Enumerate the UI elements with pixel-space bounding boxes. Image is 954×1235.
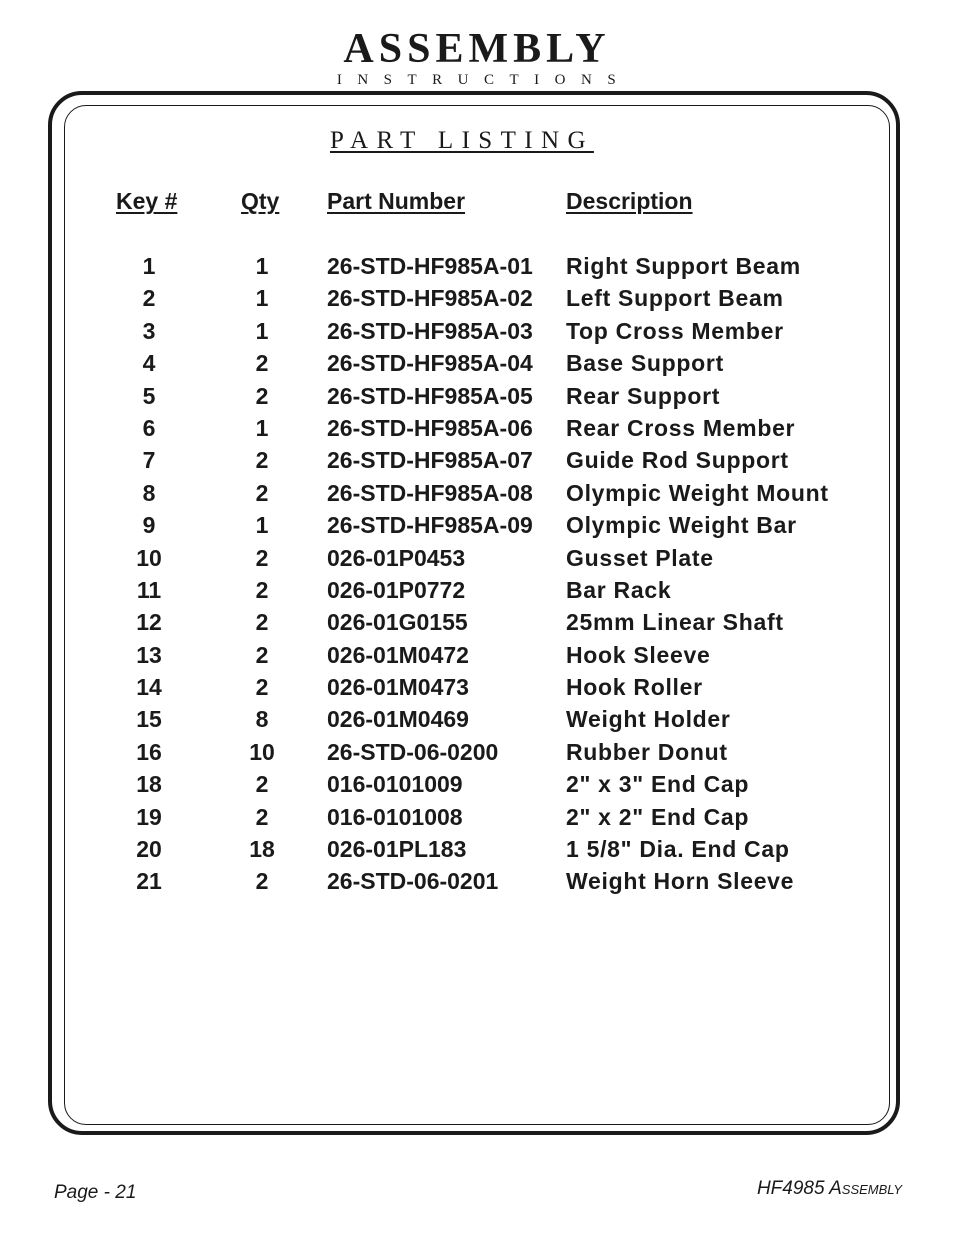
cell-part-number: 026-01M0472 [327,641,469,668]
cell-part-number: 26-STD-06-0200 [327,738,499,765]
cell-key: 14 [136,674,162,701]
cell-qty: 2 [255,641,269,668]
column-header-part-number: Part Number [327,188,466,214]
cell-key: 9 [142,512,156,539]
table-row [0,736,954,768]
cell-qty: 1 [255,285,269,312]
cell-part-number: 026-01P0453 [327,544,466,571]
cell-description: Rear Cross Member [566,414,796,441]
cell-key: 2 [142,285,156,312]
table-row [0,282,954,314]
cell-qty: 2 [255,479,269,506]
document-header [0,28,954,88]
cell-qty: 2 [255,868,269,895]
table-row [0,477,954,509]
cell-part-number: 026-01M0469 [327,706,469,733]
table-row [0,347,954,379]
cell-qty: 2 [255,350,269,377]
cell-key: 19 [136,803,162,830]
cell-key: 11 [136,576,162,603]
cell-description: Weight Holder [566,706,731,733]
cell-key: 3 [142,317,156,344]
cell-key: 1 [142,253,156,279]
cell-part-number: 016-0101009 [327,771,463,798]
cell-key: 12 [136,609,162,636]
header-subtitle: INSTRUCTIONS [336,72,632,88]
column-header-description: Description [566,188,693,214]
cell-qty: 2 [255,382,269,409]
cell-part-number: 026-01P0772 [327,576,466,603]
cell-qty: 8 [255,706,269,733]
table-row [0,768,954,800]
table-row [0,444,954,476]
table-row [0,542,954,574]
cell-part-number: 016-0101008 [327,803,463,830]
document-name: HF4985 Assembly [756,1178,902,1199]
cell-key: 13 [136,641,162,668]
table-row [0,315,954,347]
cell-part-number: 26-STD-06-0201 [327,868,499,895]
header-title: ASSEMBLY [343,26,611,72]
cell-description: 2" x 2" End Cap [566,803,750,830]
cell-description: Olympic Weight Bar [566,512,797,539]
page-number: Page - 21 [54,1182,137,1203]
cell-description: Left Support Beam [566,285,784,312]
table-row [0,865,954,897]
cell-key: 18 [136,771,162,798]
cell-qty: 1 [255,253,269,279]
cell-qty: 1 [255,512,269,539]
cell-part-number: 26-STD-HF985A-04 [327,350,533,377]
cell-key: 15 [136,706,162,733]
cell-description: Rear Support [566,382,721,409]
cell-part-number: 26-STD-HF985A-08 [327,479,533,506]
table-row [0,250,954,282]
cell-description: Weight Horn Sleeve [566,868,795,895]
cell-description: Top Cross Member [566,317,784,344]
cell-qty: 2 [255,576,269,603]
cell-description: 25mm Linear Shaft [566,609,784,636]
cell-description: Guide Rod Support [566,447,789,474]
cell-qty: 2 [255,609,269,636]
cell-description: Right Support Beam [566,253,801,279]
cell-part-number: 026-01PL183 [327,836,467,863]
cell-key: 7 [142,447,156,474]
cell-part-number: 26-STD-HF985A-06 [327,414,533,441]
cell-part-number: 26-STD-HF985A-03 [327,317,533,344]
cell-part-number: 026-01G0155 [327,609,468,636]
section-title: PART LISTING [330,127,594,154]
table-row [0,703,954,735]
cell-qty: 2 [255,771,269,798]
table-row [0,574,954,606]
cell-qty: 18 [249,836,275,863]
cell-description: Gusset Plate [566,544,714,571]
cell-key: 5 [142,382,156,409]
table-row [0,833,954,865]
column-header-key: Key # [116,188,178,214]
cell-description: Bar Rack [566,576,672,603]
cell-part-number: 26-STD-HF985A-02 [327,285,533,312]
cell-description: Olympic Weight Mount [566,479,829,506]
cell-qty: 1 [255,317,269,344]
table-row [0,606,954,638]
cell-description: Hook Sleeve [566,641,711,668]
cell-qty: 2 [255,803,269,830]
cell-description: Rubber Donut [566,738,728,765]
cell-key: 21 [136,868,162,895]
parts-table [0,250,954,898]
cell-description: 2" x 3" End Cap [566,771,750,798]
cell-key: 20 [136,836,162,863]
cell-qty: 1 [255,414,269,441]
cell-qty: 10 [249,738,275,765]
cell-part-number: 26-STD-HF985A-05 [327,382,533,409]
cell-key: 6 [142,414,156,441]
cell-qty: 2 [255,674,269,701]
cell-qty: 2 [255,544,269,571]
cell-description: 1 5/8" Dia. End Cap [566,836,790,863]
cell-part-number: 26-STD-HF985A-07 [327,447,533,474]
column-header-qty: Qty [241,188,280,214]
cell-description: Hook Roller [566,674,703,701]
cell-key: 8 [142,479,156,506]
cell-key: 4 [142,350,156,377]
table-row [0,639,954,671]
cell-key: 10 [136,544,162,571]
table-row [0,801,954,833]
cell-qty: 2 [255,447,269,474]
table-row [0,671,954,703]
cell-part-number: 26-STD-HF985A-01 [327,253,533,279]
table-row [0,380,954,412]
cell-key: 16 [136,738,162,765]
cell-part-number: 26-STD-HF985A-09 [327,512,533,539]
cell-description: Base Support [566,350,724,377]
cell-part-number: 026-01M0473 [327,674,469,701]
table-row [0,412,954,444]
table-row [0,509,954,541]
